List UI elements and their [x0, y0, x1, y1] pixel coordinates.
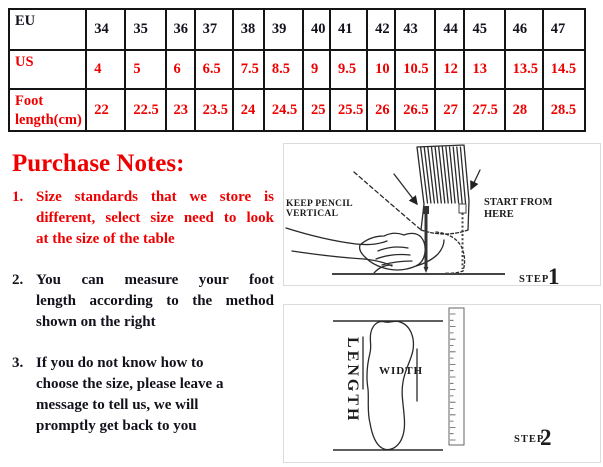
size-table-cell: 4 [86, 50, 125, 89]
size-table-cell: 26 [367, 89, 395, 131]
size-table-cell: 47 [543, 9, 585, 50]
pencil-arrow [394, 174, 417, 204]
size-table-cell: 43 [395, 9, 435, 50]
size-table-cell: 46 [505, 9, 543, 50]
leg-dashed-guide [354, 172, 420, 229]
ruler-icon [449, 308, 464, 445]
sock-stripes [421, 147, 466, 203]
size-table-cell: 13 [464, 50, 504, 89]
size-table-cell: 9 [303, 50, 330, 89]
note-line: Size standards that we store is [36, 189, 274, 205]
size-table-cell: 22 [86, 89, 125, 131]
size-table-cell: 25.5 [330, 89, 367, 131]
size-table-cell: 41 [330, 9, 367, 50]
note-text [36, 187, 274, 250]
size-table-cell: 25 [303, 89, 330, 131]
size-table-cell: 12 [435, 50, 464, 89]
start-arrow [471, 170, 480, 189]
size-table-cell: 27 [435, 89, 464, 131]
width-label: WIDTH [379, 365, 424, 377]
size-table-cell: 6.5 [195, 50, 233, 89]
note-number: 1. [12, 189, 24, 205]
purchase-notes-heading: Purchase Notes: [12, 150, 185, 177]
purchase-note-item [12, 270, 278, 333]
start-pencil-icon [459, 204, 466, 269]
size-table-row [9, 89, 585, 131]
purchase-note-item [12, 187, 278, 250]
size-table-cell: 40 [303, 9, 330, 50]
step2-figure [283, 304, 601, 463]
keep-pencil-label-line1: KEEP PENCIL [286, 199, 353, 209]
size-table-cell: 10.5 [395, 50, 435, 89]
size-table-cell: 42 [367, 9, 395, 50]
size-table-cell: 45 [464, 9, 504, 50]
step1-number-label: 1 [548, 264, 560, 285]
size-table-row-label: Foot length(cm) [9, 89, 86, 131]
size-table-cell: 13.5 [505, 50, 543, 89]
size-table-row-label: EU [9, 9, 86, 50]
note-line: You can measure your foot [36, 272, 274, 288]
size-table-cell: 23 [166, 89, 195, 131]
size-table-cell: 35 [125, 9, 165, 50]
size-table-cell: 9.5 [330, 50, 367, 89]
forearm-lines [286, 228, 392, 266]
size-table-cell: 10 [367, 50, 395, 89]
note-line: If you do not know how to [36, 355, 204, 371]
note-text [36, 270, 274, 333]
size-table-cell: 23.5 [195, 89, 233, 131]
step1-word-label: STEP [519, 274, 550, 285]
size-table-cell: 34 [86, 9, 125, 50]
note-text [36, 353, 274, 437]
purchase-notes-list [12, 187, 278, 437]
size-table-cell: 38 [233, 9, 264, 50]
size-table-cell: 36 [166, 9, 195, 50]
note-number: 3. [12, 355, 24, 371]
start-from-here-label-line2: HERE [484, 209, 514, 220]
note-line: different, select size need to look [36, 210, 274, 226]
size-table-row [9, 50, 585, 89]
step2-sketch [284, 305, 600, 462]
note-line: at the size of the table [36, 231, 175, 247]
size-table-cell: 24 [233, 89, 264, 131]
size-table-cell: 24.5 [264, 89, 303, 131]
size-table-cell: 6 [166, 50, 195, 89]
size-table-cell: 28 [505, 89, 543, 131]
size-table-cell: 8.5 [264, 50, 303, 89]
step2-word-label: STEP [514, 434, 545, 445]
foot-print-outline [367, 321, 413, 449]
length-label: LENGTH [344, 337, 361, 424]
note-line: message to tell us, we will [36, 397, 199, 413]
purchase-note-item [12, 353, 278, 437]
step1-figure [283, 143, 601, 286]
keep-pencil-label-line2: VERTICAL [286, 209, 339, 219]
size-table-cell: 27.5 [464, 89, 504, 131]
note-line: choose the size, please leave a [36, 376, 224, 392]
size-table-cell: 14.5 [543, 50, 585, 89]
step1-sketch [284, 144, 600, 285]
note-line: shown on the right [36, 314, 156, 330]
start-from-here-label-line1: START FROM [484, 197, 553, 208]
size-table-cell: 22.5 [125, 89, 165, 131]
step2-number-label: 2 [540, 425, 552, 450]
heel-dotted-outline [436, 232, 465, 273]
ankle-dashed-line [421, 230, 468, 234]
size-table-body [9, 9, 585, 131]
size-table-cell: 7.5 [233, 50, 264, 89]
size-table-cell: 44 [435, 9, 464, 50]
size-table-cell: 5 [125, 50, 165, 89]
purchase-notes-section [12, 150, 278, 457]
size-table-cell: 37 [195, 9, 233, 50]
size-table [8, 8, 586, 132]
size-table-row [9, 9, 585, 50]
size-table-cell: 28.5 [543, 89, 585, 131]
size-table-cell: 39 [264, 9, 303, 50]
note-line: length according to the method [36, 293, 274, 309]
size-table-cell: 26.5 [395, 89, 435, 131]
size-table-row-label: US [9, 50, 86, 89]
note-number: 2. [12, 272, 24, 288]
note-line: promptly get back to you [36, 418, 197, 434]
